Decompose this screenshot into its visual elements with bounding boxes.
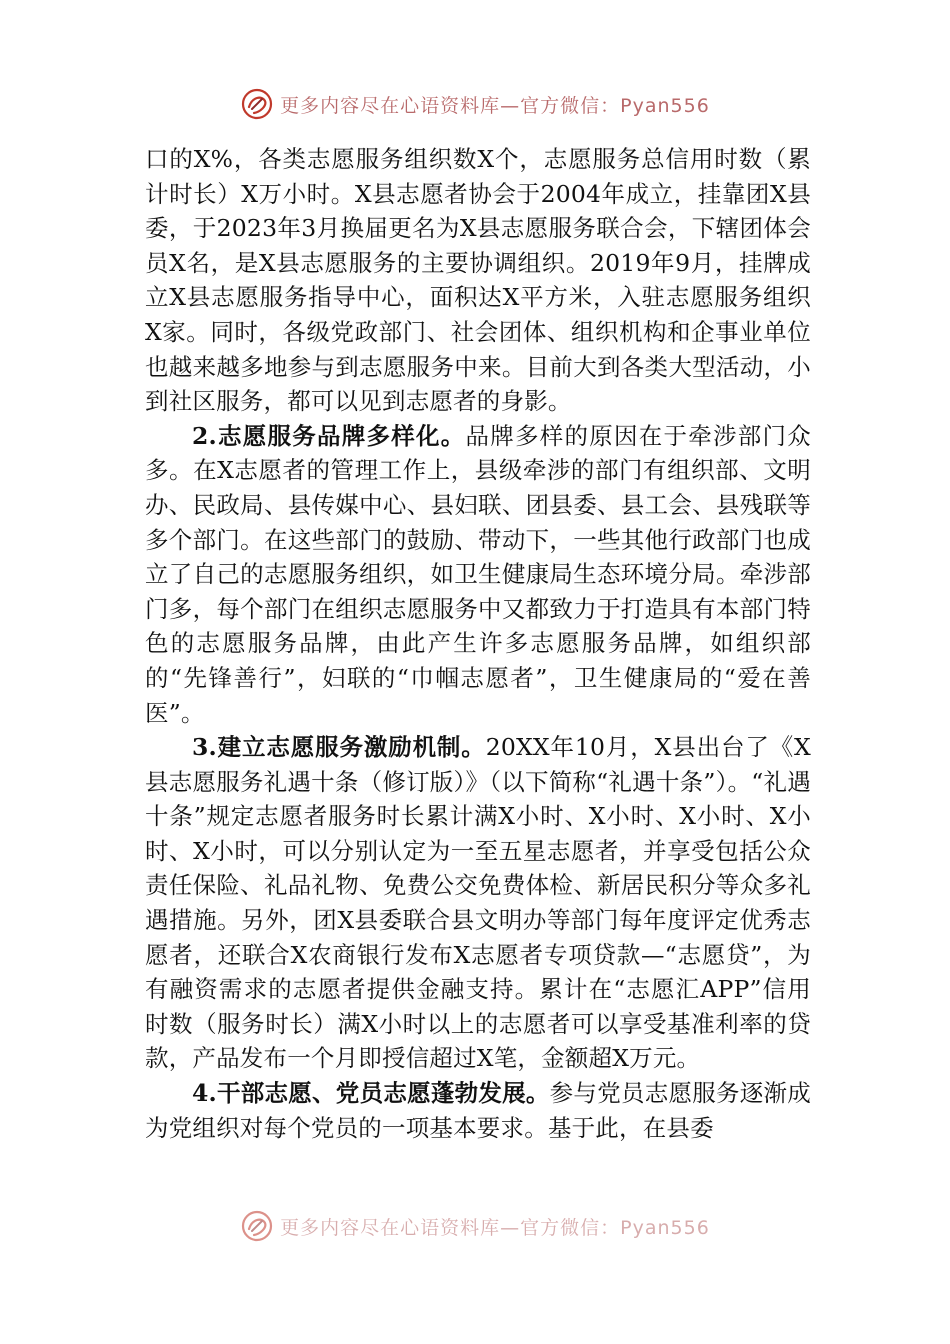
- paragraph-1: [145, 142, 811, 419]
- watermark-text: 更多内容尽在心语资料库—官方微信：Pyan556: [280, 1216, 710, 1239]
- header-watermark: [0, 86, 950, 122]
- footer-watermark: [0, 1208, 950, 1244]
- document-body: [145, 142, 811, 1145]
- paragraph-4-text: 参与党员志愿服务逐渐成为党组织对每个党员的一项基本要求。基于此，在县委: [145, 1079, 811, 1142]
- paragraph-1-text: 口的X%，各类志愿服务组织数X个，志愿服务总信用时数（累计时长）X万小时。X县志愿者协会于2004年成立，挂靠团X县委，于2023年3月换届更名为X县志愿服务联合会，下辖团体会员X名，是X县志愿服务的主要协调组织。2019年9月，挂牌成立X县志愿服务指导中心，面积达X平方米，入驻志愿服务组织X家。同时，各级党政部门、社会团体、组织机构和企事业单位也越来越多地参与到志愿服务中来。目前大到各类大型活动，小到社区服务，都可以见到志愿者的身影。: [145, 145, 811, 416]
- paragraph-2: [145, 419, 811, 730]
- heart-pen-logo-icon: [240, 1209, 274, 1243]
- paragraph-4-heading: 4.干部志愿、党员志愿蓬勃发展。: [192, 1079, 550, 1108]
- paragraph-3-text: 20XX年10月，X县出台了《X县志愿服务礼遇十条（修订版）》（以下简称“礼遇十条”）。“礼遇十条”规定志愿者服务时长累计满X小时、X小时、X小时、X小时、X小时，可以分别认定为一至五星志愿者，并享受包括公众责任保险、礼品礼物、免费公交免费体检、新居民积分等众多礼遇措施。另外，团X县委联合县文明办等部门每年度评定优秀志愿者，还联合X农商银行发布X志愿者专项贷款—“志愿贷”，为有融资需求的志愿者提供金融支持。累计在“志愿汇APP”信用时数（服务时长）满X小时以上的志愿者可以享受基准利率的贷款，产品发布一个月即授信超过X笔，金额超X万元。: [145, 733, 811, 1073]
- paragraph-3: [145, 730, 811, 1076]
- watermark-text: 更多内容尽在心语资料库—官方微信：Pyan556: [280, 94, 710, 117]
- paragraph-4: [145, 1076, 811, 1145]
- paragraph-2-text: 品牌多样的原因在于牵涉部门众多。在X志愿者的管理工作上，县级牵涉的部门有组织部、文明办、民政局、县传媒中心、县妇联、团县委、县工会、县残联等多个部门。在这些部门的鼓励、带动下，一些其他行政部门也成立了自己的志愿服务组织，如卫生健康局生态环境分局。牵涉部门多，每个部门在组织志愿服务中又都致力于打造具有本部门特色的志愿服务品牌，由此产生许多志愿服务品牌，如组织部的“先锋善行”，妇联的“巾帼志愿者”，卫生健康局的“爱在善医”。: [145, 421, 811, 727]
- heart-pen-logo-icon: [240, 87, 274, 121]
- paragraph-2-heading: 2.志愿服务品牌多样化。: [192, 421, 466, 450]
- paragraph-3-heading: 3.建立志愿服务激励机制。: [192, 733, 486, 762]
